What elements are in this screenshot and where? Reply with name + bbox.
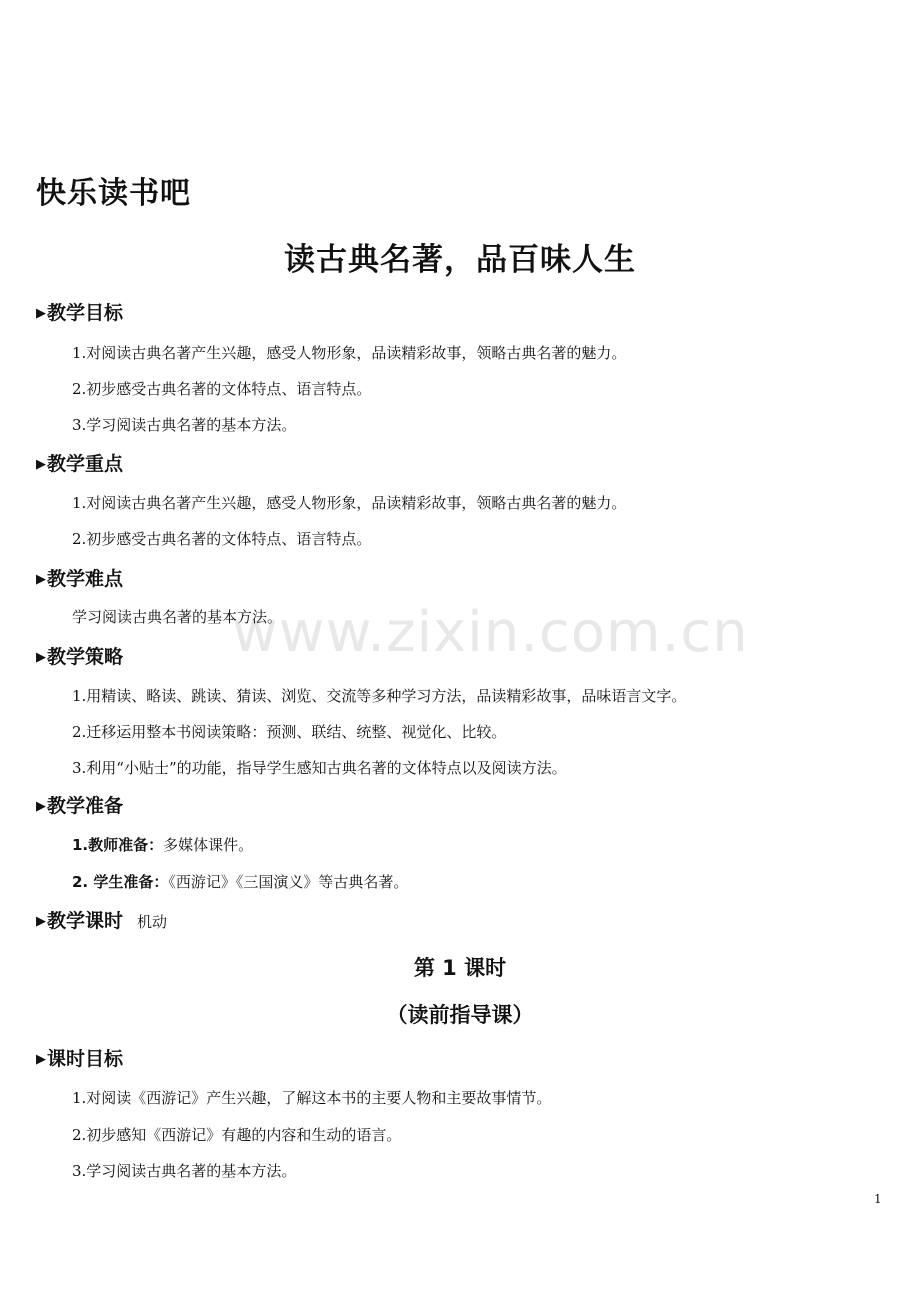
strategy-item-3: 3.利用“小贴士”的功能，指导学生感知古典名著的文体特点以及阅读方法。 bbox=[72, 759, 567, 777]
key-points-item-2: 2.初步感受古典名著的文体特点、语言特点。 bbox=[72, 530, 372, 548]
document-title: 快乐读书吧 bbox=[36, 176, 191, 211]
hours-value: 机动 bbox=[137, 913, 168, 931]
strategy-item-2: 2.迁移运用整本书阅读策略：预测、联结、统整、视觉化、比较。 bbox=[72, 723, 507, 741]
heading-strategy bbox=[36, 644, 123, 671]
heading-preparation bbox=[36, 793, 123, 820]
heading-hours bbox=[36, 908, 167, 935]
strategy-item-1: 1.用精读、略读、跳读、猜读、浏览、交流等多种学习方法，品读精彩故事，品味语言文字。 bbox=[72, 687, 687, 705]
key-points-item-1: 1.对阅读古典名著产生兴趣，感受人物形象，品读精彩故事，领略古典名著的魅力。 bbox=[72, 494, 627, 512]
triangle-marker-icon: ▶ bbox=[36, 306, 46, 321]
preparation-label: 2. 学生准备： bbox=[72, 873, 169, 891]
heading-difficulty bbox=[36, 566, 123, 593]
goals-item-2: 2.初步感受古典名著的文体特点、语言特点。 bbox=[72, 380, 372, 398]
goals-item-3: 3.学习阅读古典名著的基本方法。 bbox=[72, 416, 297, 434]
preparation-item-2 bbox=[72, 871, 408, 893]
preparation-text: 《西游记》《三国演义》等古典名著。 bbox=[168, 873, 409, 891]
document-subtitle: 读古典名著，品百味人生 bbox=[284, 242, 636, 278]
triangle-marker-icon: ▶ bbox=[36, 1052, 46, 1067]
triangle-marker-icon: ▶ bbox=[36, 799, 46, 814]
heading-text: 教学重点 bbox=[47, 453, 124, 475]
difficulty-item-1: 学习阅读古典名著的基本方法。 bbox=[72, 608, 283, 626]
goals-item-1: 1.对阅读古典名著产生兴趣，感受人物形象，品读精彩故事，领略古典名著的魅力。 bbox=[72, 344, 627, 362]
preparation-text: 多媒体课件。 bbox=[163, 836, 254, 854]
lesson-title: 第 1 课时 bbox=[413, 956, 507, 980]
heading-goals bbox=[36, 300, 123, 327]
lesson-goals-item-2: 2.初步感知《西游记》有趣的内容和生动的语言。 bbox=[72, 1126, 402, 1144]
watermark: www.zixin.com.cn bbox=[232, 600, 749, 665]
heading-text: 课时目标 bbox=[47, 1048, 124, 1070]
lesson-type: （读前指导课） bbox=[386, 1003, 534, 1027]
page-number: 1 bbox=[874, 1192, 882, 1206]
heading-lesson-goals bbox=[36, 1046, 123, 1073]
lesson-goals-item-1: 1.对阅读《西游记》产生兴趣，了解这本书的主要人物和主要故事情节。 bbox=[72, 1089, 552, 1107]
triangle-marker-icon: ▶ bbox=[36, 572, 46, 587]
triangle-marker-icon: ▶ bbox=[36, 914, 46, 929]
triangle-marker-icon: ▶ bbox=[36, 650, 46, 665]
preparation-label: 1.教师准备： bbox=[72, 836, 164, 854]
preparation-item-1 bbox=[72, 834, 253, 856]
lesson-goals-item-3: 3.学习阅读古典名著的基本方法。 bbox=[72, 1162, 297, 1180]
heading-key-points bbox=[36, 451, 123, 478]
heading-text: 教学准备 bbox=[47, 795, 124, 817]
heading-text: 教学策略 bbox=[47, 646, 124, 668]
heading-text: 教学难点 bbox=[47, 568, 124, 590]
heading-text: 教学目标 bbox=[47, 302, 124, 324]
heading-text: 教学课时 bbox=[47, 910, 124, 932]
triangle-marker-icon: ▶ bbox=[36, 457, 46, 472]
